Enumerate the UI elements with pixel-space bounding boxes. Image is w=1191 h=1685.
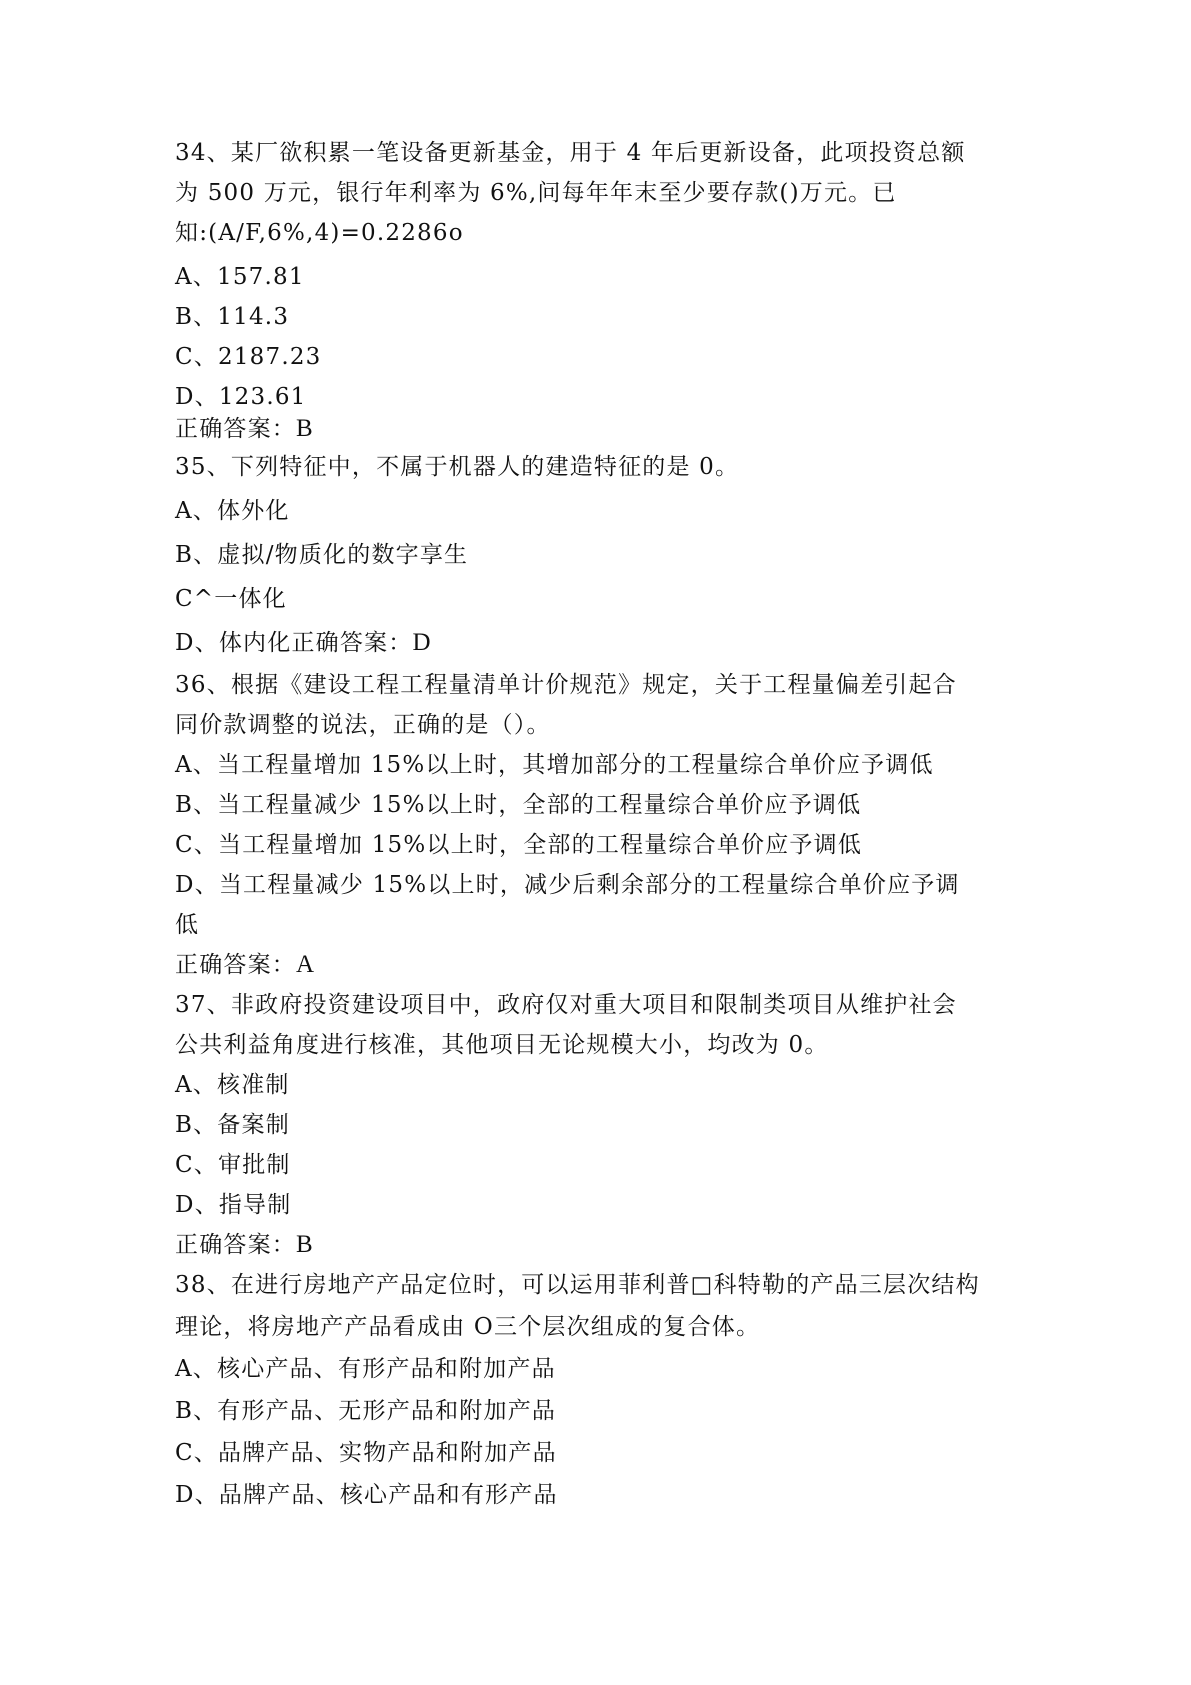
answer-letter: B	[296, 1231, 314, 1258]
question-38-option-a: A、核心产品、有形产品和附加产品	[175, 1356, 556, 1382]
question-36-option-a: A、当工程量增加 15%以上时，其增加部分的工程量综合单价应予调低	[175, 752, 934, 778]
question-37-option-b: B、备案制	[175, 1112, 290, 1138]
answer-letter: B	[296, 415, 314, 442]
option-d-with-answer-label: D、体内化正确答案：	[175, 630, 413, 656]
question-38-stem-line-2: 理论，将房地产产品看成由 O三个层次组成的复合体。	[175, 1314, 761, 1340]
question-37-option-d: D、指导制	[175, 1192, 292, 1218]
question-37-stem-line-2: 公共利益角度进行核准，其他项目无论规模大小，均改为 0。	[175, 1032, 829, 1058]
question-34-option-b: B、114.3	[175, 304, 290, 330]
question-35-stem-line-1: 35、下列特征中，不属于机器人的建造特征的是 0。	[175, 454, 740, 480]
answer-label: 正确答案：	[175, 416, 296, 442]
question-38-stem-line-1: 38、在进行房地产产品定位时，可以运用菲利普□科特勒的产品三层次结构	[175, 1272, 980, 1298]
answer-letter: D	[412, 629, 432, 656]
question-38-option-c: C、品牌产品、实物产品和附加产品	[175, 1440, 557, 1466]
answer-letter: A	[296, 951, 316, 978]
question-35-option-c: C^一体化	[175, 586, 287, 612]
question-35-option-a: A、体外化	[175, 498, 290, 524]
question-36-stem-line-1: 36、根据《建设工程工程量清单计价规范》规定，关于工程量偏差引起合	[175, 672, 957, 698]
question-34-stem-line-2: 为 500 万元，银行年利率为 6%,问每年年末至少要存款()万元。已	[175, 180, 897, 206]
question-36-option-d-line-1: D、当工程量减少 15%以上时，减少后剩余部分的工程量综合单价应予调	[175, 872, 960, 898]
question-36-option-d-line-2: 低	[175, 912, 200, 938]
question-38-option-b: B、有形产品、无形产品和附加产品	[175, 1398, 557, 1424]
question-37-answer	[175, 1230, 314, 1260]
question-34-answer	[175, 414, 314, 444]
answer-label: 正确答案：	[175, 952, 296, 978]
question-36-option-b: B、当工程量减少 15%以上时，全部的工程量综合单价应予调低	[175, 792, 862, 818]
question-34-option-a: A、157.81	[175, 264, 305, 290]
answer-label: 正确答案：	[175, 1232, 296, 1258]
question-34-option-c: C、2187.23	[175, 344, 322, 370]
question-36-stem-line-2: 同价款调整的说法，正确的是（）。	[175, 712, 551, 738]
question-34-option-d: D、123.61	[175, 384, 307, 410]
question-34-stem-line-3: 知:(A/F,6%,4)=0.2286o	[175, 220, 464, 246]
question-34-stem-line-1: 34、某厂欲积累一笔设备更新基金，用于 4 年后更新设备，此项投资总额	[175, 140, 966, 166]
question-37-stem-line-1: 37、非政府投资建设项目中，政府仅对重大项目和限制类项目从维护社会	[175, 992, 957, 1018]
question-35-option-d-and-answer	[175, 628, 432, 658]
question-35-option-b: B、虚拟/物质化的数字享生	[175, 542, 469, 568]
question-37-option-c: C、审批制	[175, 1152, 291, 1178]
question-36-answer	[175, 950, 315, 980]
question-36-option-c: C、当工程量增加 15%以上时，全部的工程量综合单价应予调低	[175, 832, 863, 858]
question-38-option-d: D、品牌产品、核心产品和有形产品	[175, 1482, 558, 1508]
question-37-option-a: A、核准制	[175, 1072, 290, 1098]
